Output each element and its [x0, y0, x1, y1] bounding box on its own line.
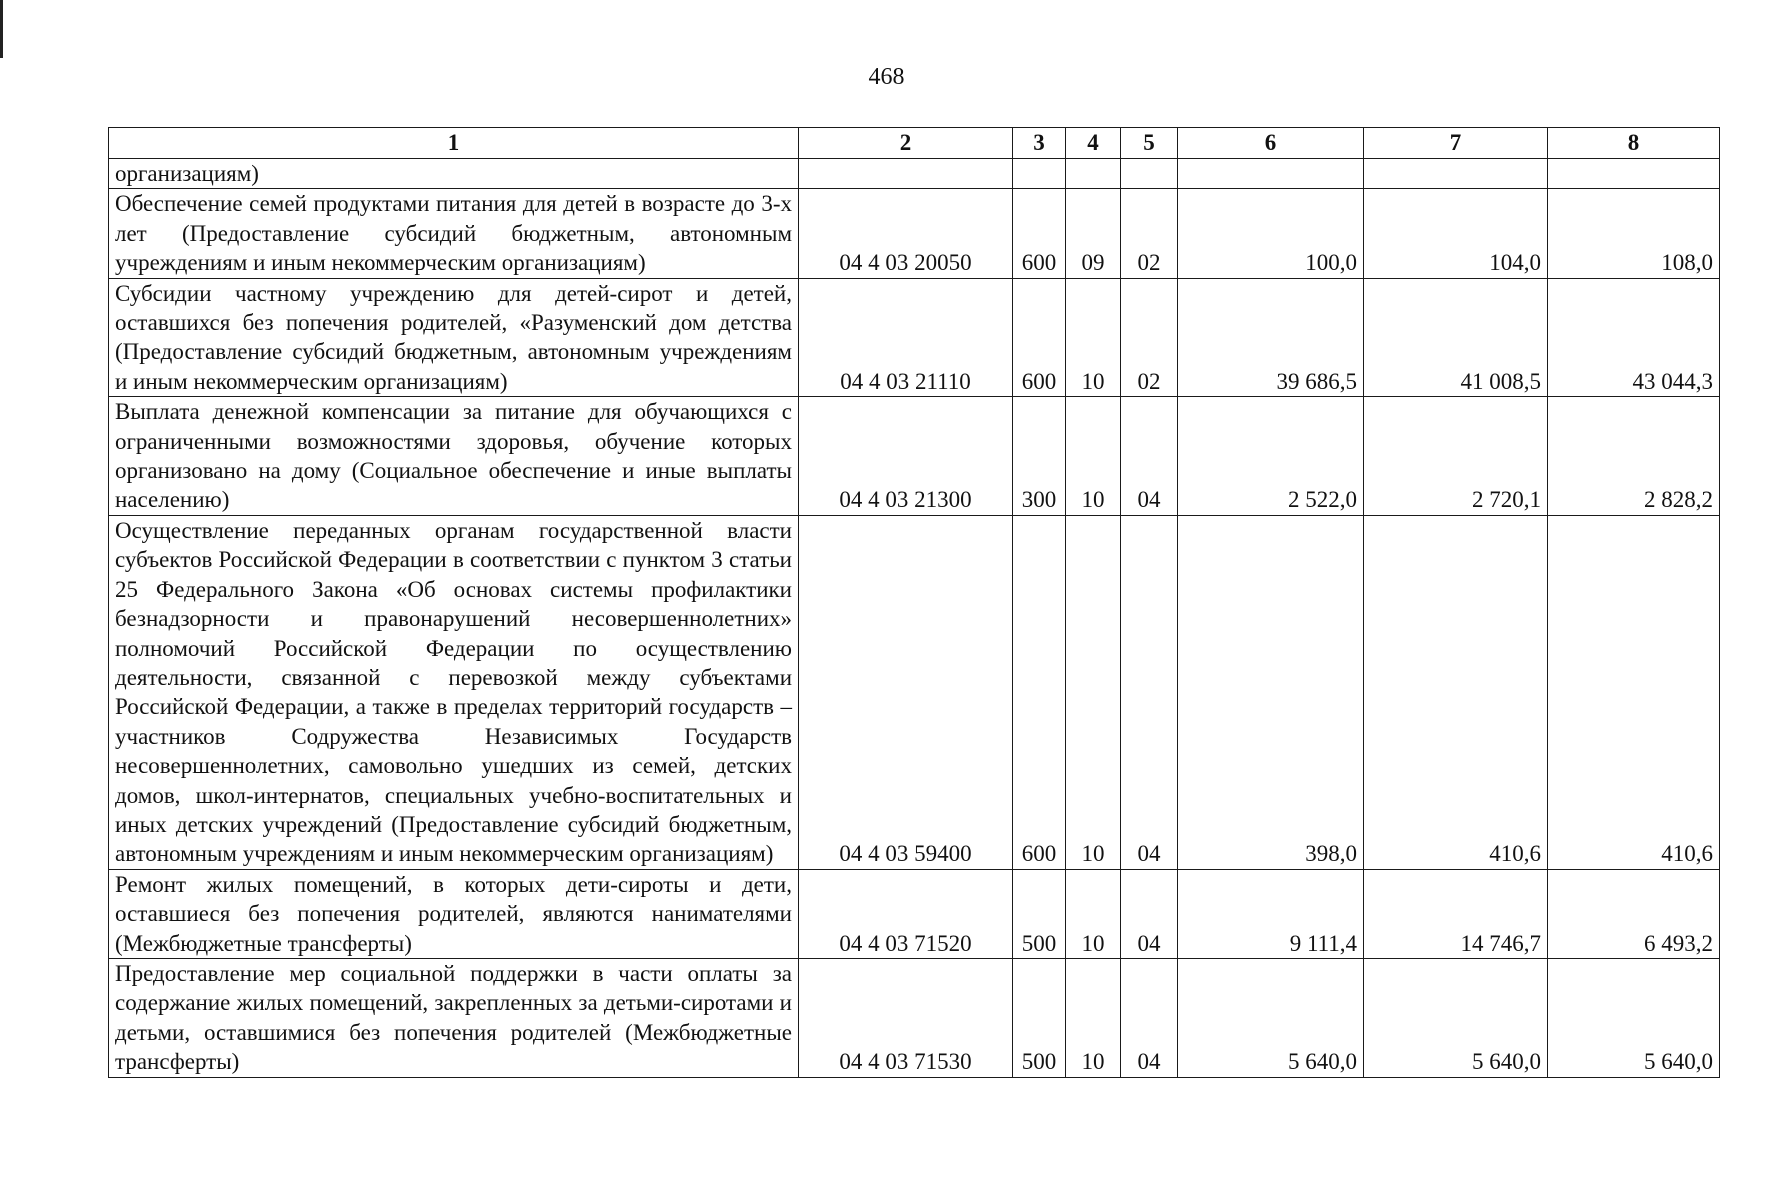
column-header-2: 2 [799, 128, 1013, 159]
row-col5: 02 [1121, 189, 1178, 278]
table-row [109, 189, 1720, 278]
row-col3: 600 [1013, 189, 1066, 278]
scan-edge-mark [0, 0, 3, 58]
page-number: 468 [868, 64, 905, 90]
column-header-6: 6 [1178, 128, 1364, 159]
column-header-4: 4 [1066, 128, 1121, 159]
row-col4: 10 [1066, 397, 1121, 516]
row-col3: 600 [1013, 278, 1066, 397]
row-code: 04 4 03 21300 [799, 397, 1013, 516]
row-col5: 04 [1121, 515, 1178, 869]
row-description: Субсидии частному учреждению для детей-сирот и детей, оставшихся без попечения родителей, «Разуменский дом детства (Предоставление субсидий бюджетным, автономным учреждениям и иным некоммерческим организациям) [109, 278, 799, 397]
row-col5: 04 [1121, 869, 1178, 958]
row-col7: 104,0 [1364, 189, 1548, 278]
row-description: Предоставление мер социальной поддержки в части оплаты за содержание жилых помещений, закрепленных за детьми-сиротами и детьми, оставшимися без попечения родителей (Межбюджетные трансферты) [109, 958, 799, 1077]
row-description: Ремонт жилых помещений, в которых дети-сироты и дети, оставшиеся без попечения родителей, являются нанимателями (Межбюджетные трансферты) [109, 869, 799, 958]
row-col4: 10 [1066, 869, 1121, 958]
row-col6: 398,0 [1178, 515, 1364, 869]
header-row [109, 128, 1720, 159]
row-col3: 600 [1013, 515, 1066, 869]
row-col8: 43 044,3 [1548, 278, 1720, 397]
row-code: 04 4 03 21110 [799, 278, 1013, 397]
table-row [109, 515, 1720, 869]
row-col8: 6 493,2 [1548, 869, 1720, 958]
row-col4: 10 [1066, 958, 1121, 1077]
row-col3: 500 [1013, 958, 1066, 1077]
row-col7: 41 008,5 [1364, 278, 1548, 397]
continuation-row [109, 159, 1720, 189]
row-col6: 2 522,0 [1178, 397, 1364, 516]
row-description: Обеспечение семей продуктами питания для детей в возрасте до 3-х лет (Предоставление субсидий бюджетным, автономным учреждениям и иным некоммерческим организациям) [109, 189, 799, 278]
row-col3: 500 [1013, 869, 1066, 958]
row-col3: 300 [1013, 397, 1066, 516]
row-code: 04 4 03 71530 [799, 958, 1013, 1077]
column-header-5: 5 [1121, 128, 1178, 159]
row-col8: 108,0 [1548, 189, 1720, 278]
column-header-1: 1 [109, 128, 799, 159]
row-col5: 02 [1121, 278, 1178, 397]
row-col8: 5 640,0 [1548, 958, 1720, 1077]
row-col6: 39 686,5 [1178, 278, 1364, 397]
column-header-7: 7 [1364, 128, 1548, 159]
row-col7: 2 720,1 [1364, 397, 1548, 516]
continuation-description: организациям) [109, 159, 799, 189]
row-col6: 9 111,4 [1178, 869, 1364, 958]
row-col4: 10 [1066, 515, 1121, 869]
table-row [109, 397, 1720, 516]
row-description: Осуществление переданных органам государственной власти субъектов Российской Федерации в соответствии с пунктом 3 статьи 25 Федерального Закона «Об основах системы профилактики безнадзорности и правонарушений несовершеннолетних» полномочий Российской Федерации по осуществлению деятельности, связанной с перевозкой между субъектами Российской Федерации, а также в пределах территорий государств – участников Содружества Независимых Государств несовершеннолетних, самовольно ушедших из семей, детских домов, школ-интернатов, специальных учебно-воспитательных и иных детских учреждений (Предоставление субсидий бюджетным, автономным учреждениям и иным некоммерческим организациям) [109, 515, 799, 869]
budget-table [108, 127, 1720, 1078]
row-col7: 14 746,7 [1364, 869, 1548, 958]
row-col6: 5 640,0 [1178, 958, 1364, 1077]
row-col7: 5 640,0 [1364, 958, 1548, 1077]
row-col4: 09 [1066, 189, 1121, 278]
row-description: Выплата денежной компенсации за питание для обучающихся с ограниченными возможностями здоровья, обучение которых организовано на дому (Социальное обеспечение и иные выплаты населению) [109, 397, 799, 516]
row-col5: 04 [1121, 958, 1178, 1077]
row-code: 04 4 03 71520 [799, 869, 1013, 958]
row-code: 04 4 03 59400 [799, 515, 1013, 869]
row-col7: 410,6 [1364, 515, 1548, 869]
row-col8: 2 828,2 [1548, 397, 1720, 516]
row-col6: 100,0 [1178, 189, 1364, 278]
row-col4: 10 [1066, 278, 1121, 397]
row-col8: 410,6 [1548, 515, 1720, 869]
table-row [109, 958, 1720, 1077]
table-row [109, 869, 1720, 958]
row-col5: 04 [1121, 397, 1178, 516]
row-code: 04 4 03 20050 [799, 189, 1013, 278]
column-header-8: 8 [1548, 128, 1720, 159]
column-header-3: 3 [1013, 128, 1066, 159]
table-row [109, 278, 1720, 397]
